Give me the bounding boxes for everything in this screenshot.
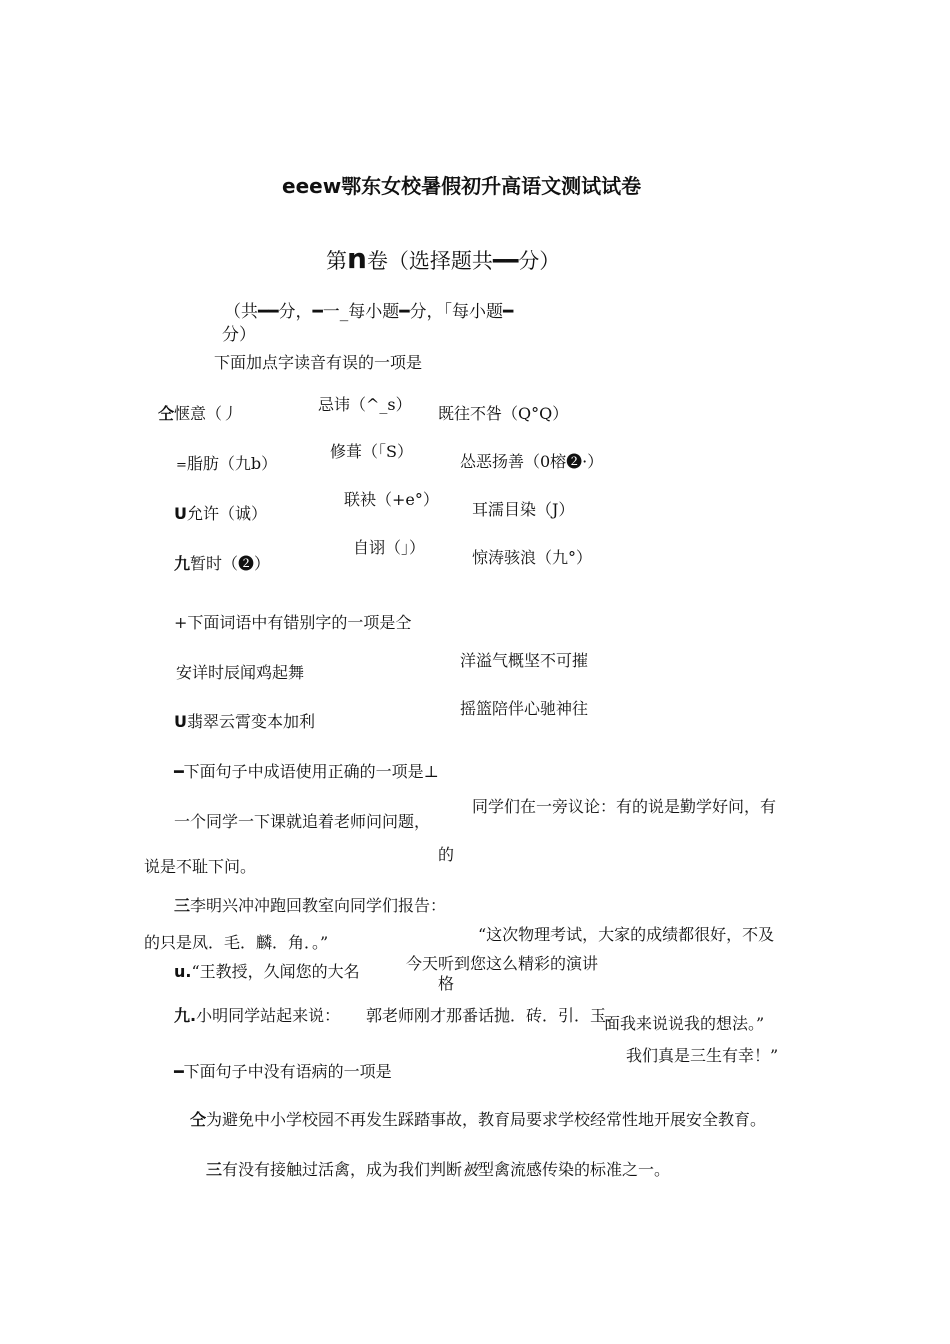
q1-option-d-marker: 九 [174,554,191,573]
q3-option-d-line-1c: 面我来说说我的想法。” [604,1014,765,1033]
q4-option-b-italic: 被 [462,1160,479,1179]
q4-option-a [190,1110,766,1130]
q1-option-a-marker: 仝 [158,404,175,423]
q3-option-d-line-1 [174,1006,340,1026]
q3-option-d-line-1b: 郭老师刚才那番话抛．砖．引．玉． [366,1006,623,1025]
q3-option-a-line-1b: 同学们在一旁议论：有的说是勤学好问，有 [472,797,777,816]
section-mark: n [347,242,367,275]
q3-option-b-line-2a: “这次物理考试，大家的成绩都很好，不及 [478,925,775,944]
q1-option-b-1 [176,454,277,476]
q3-option-c-line-1c: 格 [438,974,455,993]
q1-option-b-2: 修葺（「S） [330,442,413,461]
section-suffix: 卷（选择题共━━分） [366,249,561,273]
page-title: eeew鄂东女校暑假初升高语文测试试卷 [282,174,642,198]
q3-option-c-tail: 我们真是三生有幸！” [626,1046,779,1065]
q3-option-a-line-2: 的 [438,845,455,864]
q2-option-c-2: 摇篮陪伴心驰神往 [460,699,589,718]
section-prefix: 第 [326,249,347,273]
q3-option-a-line-1: 一个同学一下课就追着老师问问题， [174,812,431,831]
q1-option-c-marker: U [174,504,187,523]
q4-option-a-marker: 仝 [190,1110,207,1129]
q1-option-d-3: 惊涛骇浪（九°） [472,548,593,567]
q1-option-c-text: 允许（诚） [187,504,268,523]
q1-option-d-text: 暂时（❷） [190,554,271,573]
q1-option-b-marker: = [176,458,187,473]
q3-option-a-line-3: 说是不耻下问。 [144,857,257,876]
q4-option-b [206,1160,670,1180]
q1-option-c-1 [174,504,267,524]
q3-option-b-line-1 [174,896,446,916]
q3-option-c-marker: u. [174,962,192,981]
q1-option-b-3: 怂恶扬善（0榕❷·） [460,452,604,471]
q3-option-b-text: 李明兴冲冲跑回教室向同学们报告： [190,896,447,915]
q1-option-a-3: 既往不咎（Q°Q） [438,404,569,423]
instructions-line-2: 分） [222,325,256,345]
section-heading [326,244,560,276]
q4-option-b-marker: 三 [206,1160,223,1179]
q4-option-a-text: 为避免中小学校园不再发生踩踏事故，教育局要求学校经常性地开展安全教育。 [206,1110,767,1129]
q1-stem: 下面加点字读音有误的一项是 [214,353,423,372]
q1-option-b-text: 脂肪（九b） [186,454,278,473]
q2-stem: +下面词语中有错别字的一项是仝 [174,613,412,632]
q3-option-c-line-1b: 今天听到您这么精彩的演讲 [406,954,599,973]
q2-option-c-text: 翡翠云霄变本加利 [187,712,316,731]
instructions-line-1: （共━━分，━一_每小题━分，「每小题━ [224,302,514,322]
q2-option-c-1 [174,712,315,732]
q4-stem: ━下面句子中没有语病的一项是 [174,1062,392,1081]
q3-option-c-line-1 [174,962,360,982]
q2-option-c-marker: U [174,712,187,731]
q3-stem: ━下面句子中成语使用正确的一项是⊥ [174,762,439,781]
q3-option-d-marker: 九. [174,1006,197,1025]
q2-option-a-2: 洋溢气概坚不可摧 [460,651,589,670]
q3-option-b-marker: 三 [174,896,191,915]
q4-option-b-text: 有没有接触过活禽，成为我们判断 [222,1160,463,1179]
q1-option-a-1 [158,404,238,424]
q3-option-d-text: 小明同学站起来说： [196,1006,341,1025]
q2-option-a-1: 安详时辰闻鸡起舞 [176,663,305,682]
q1-option-c-2: 联袂（+e°） [344,490,439,509]
q1-option-a-2: 忌讳（^_s） [318,395,412,414]
q1-option-c-3: 耳濡目染（J） [472,500,575,519]
q3-option-c-text: “王教授，久闻您的大名 [191,962,360,981]
q3-option-b-line-2: 的只是凤．毛．麟．角．。” [144,933,329,952]
q1-option-d-1 [174,554,270,574]
q1-option-d-2: 自诩（」） [353,538,426,557]
q4-option-b-tail: 型禽流感传染的标准之一。 [478,1160,671,1179]
q1-option-a-text: 惬意（丿 [174,404,239,423]
